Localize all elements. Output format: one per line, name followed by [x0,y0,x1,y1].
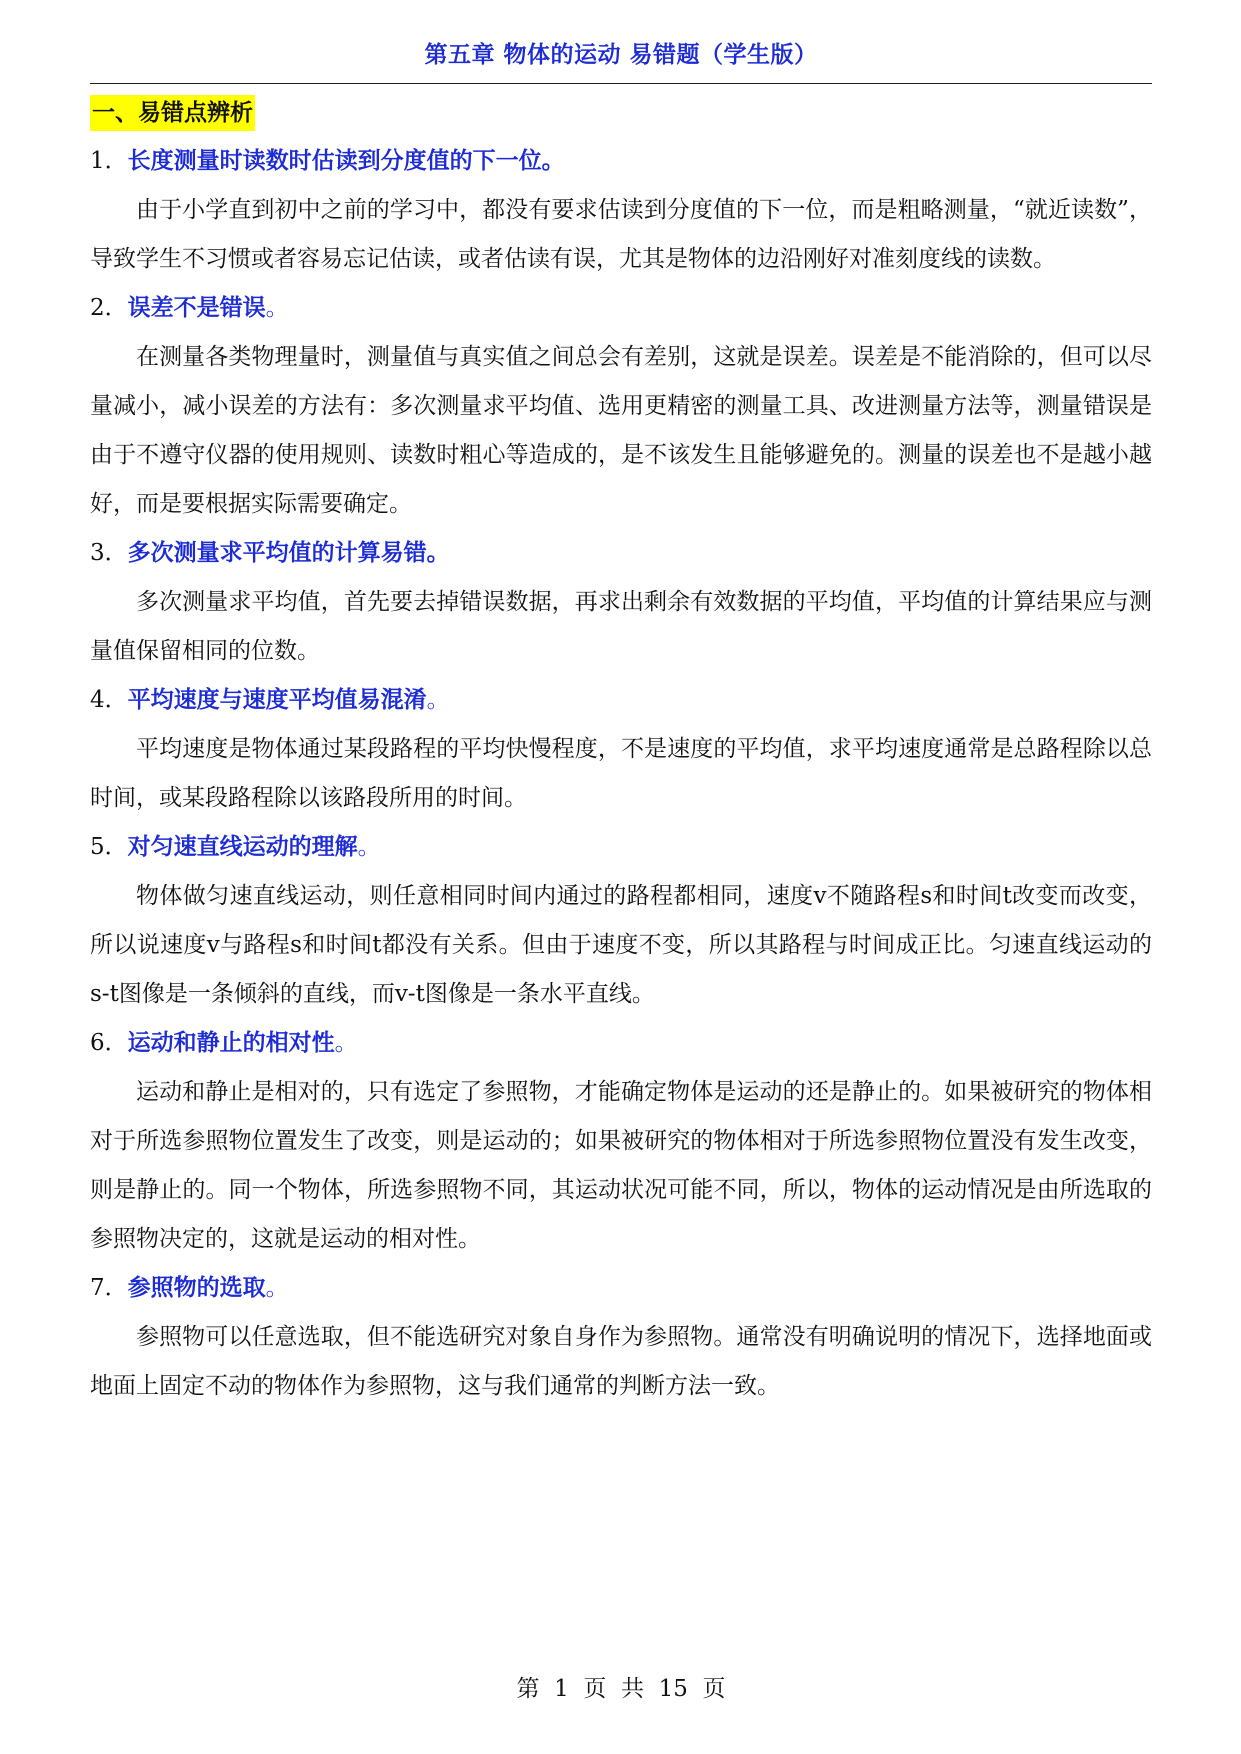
list-item [90,284,1152,529]
list-item [90,529,1152,676]
item-title: 运动和静止的相对性 [127,1030,335,1056]
item-heading [90,1019,1152,1068]
item-number: 1． [90,148,128,174]
list-item [90,823,1152,1019]
item-number: 5． [90,834,128,860]
item-title-punctuation: 。 [265,295,289,321]
item-number: 2． [90,295,128,321]
item-heading [90,1264,1152,1313]
header-divider [90,83,1152,84]
item-body: 在测量各类物理量时，测量值与真实值之间总会有差别，这就是误差。误差是不能消除的，但可以尽量减小，减小误差的方法有：多次测量求平均值、选用更精密的测量工具、改进测量方法等，测量错误是由于不遵守仪器的使用规则、读数时粗心等造成的，是不该发生且能够避免的。测量的误差也不是越小越好，而是要根据实际需要确定。 [90,344,1152,517]
item-heading [90,823,1152,872]
item-heading [90,676,1152,725]
document-body [90,95,1152,1411]
item-body: 参照物可以任意选取，但不能选研究对象自身作为参照物。通常没有明确说明的情况下，选择地面或地面上固定不动的物体作为参照物，这与我们通常的判断方法一致。 [90,1324,1152,1399]
item-number: 6． [90,1030,128,1056]
item-number: 3． [90,540,128,566]
item-body: 运动和静止是相对的，只有选定了参照物，才能确定物体是运动的还是静止的。如果被研究的物体相对于所选参照物位置发生了改变，则是运动的；如果被研究的物体相对于所选参照物位置没有发生改变，则是静止的。同一个物体，所选参照物不同，其运动状况可能不同，所以，物体的运动情况是由所选取的参照物决定的，这就是运动的相对性。 [90,1079,1152,1252]
item-list [90,137,1152,1411]
item-title-punctuation: 。 [334,1030,358,1056]
item-title: 长度测量时读数时估读到分度值的下一位。 [127,148,565,174]
item-body: 多次测量求平均值，首先要去掉错误数据，再求出剩余有效数据的平均值，平均值的计算结果应与测量值保留相同的位数。 [90,589,1152,664]
page-number: 第 1 页 共 15 页 [516,1676,726,1702]
list-item [90,1264,1152,1411]
item-title: 参照物的选取 [127,1275,266,1301]
item-heading [90,137,1152,186]
item-title: 误差不是错误 [127,295,266,321]
item-heading [90,529,1152,578]
section-heading: 一、易错点辨析 [90,95,255,131]
list-item [90,1019,1152,1264]
item-body: 由于小学直到初中之前的学习中，都没有要求估读到分度值的下一位，而是粗略测量，“就近读数”，导致学生不习惯或者容易忘记估读，或者估读有误，尤其是物体的边沿刚好对准刻度线的读数。 [90,197,1152,272]
item-title-punctuation: 。 [265,1275,289,1301]
item-title: 对匀速直线运动的理解 [127,834,358,860]
item-body: 物体做匀速直线运动，则任意相同时间内通过的路程都相同，速度v不随路程s和时间t改变而改变，所以说速度v与路程s和时间t都没有关系。但由于速度不变，所以其路程与时间成正比。匀速直线运动的s-t图像是一条倾斜的直线，而v-t图像是一条水平直线。 [90,883,1152,1007]
item-title: 多次测量求平均值的计算易错。 [127,540,450,566]
item-heading [90,284,1152,333]
page-title: 第五章 物体的运动 易错题（学生版） [424,42,818,68]
item-title-punctuation: 。 [357,834,381,860]
list-item [90,137,1152,284]
item-title: 平均速度与速度平均值易混淆 [127,687,427,713]
item-body: 平均速度是物体通过某段路程的平均快慢程度，不是速度的平均值，求平均速度通常是总路程除以总时间，或某段路程除以该路段所用的时间。 [90,736,1152,811]
list-item [90,676,1152,823]
item-title-punctuation: 。 [426,687,450,713]
item-number: 4． [90,687,128,713]
item-number: 7． [90,1275,128,1301]
